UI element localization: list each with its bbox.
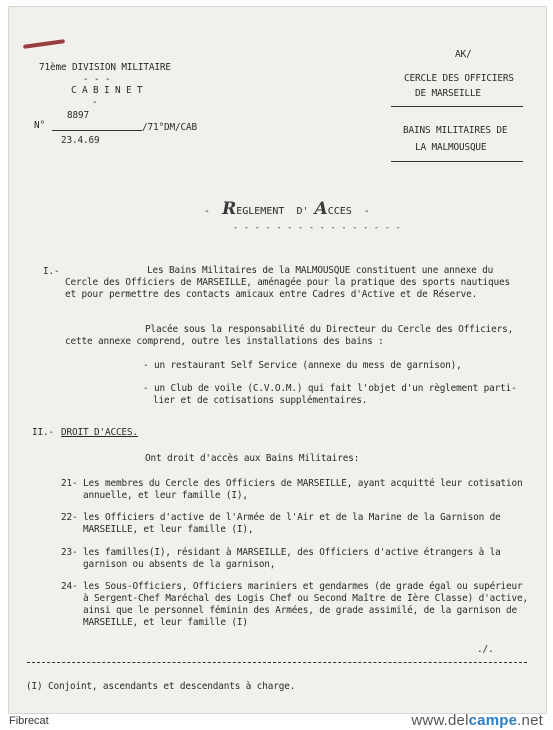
item-23-number: 23- [61,547,78,558]
title-initial-r: R [222,199,237,219]
title-dash-right: - [363,206,370,217]
item-24-number: 24- [61,581,78,592]
document-date: 23.4.69 [61,135,100,146]
item-22-line1: les Officiers d'active de l'Armée de l'Air et de la Marine de la Garnison de [83,512,501,523]
title-initial-a: A [314,199,328,219]
division-separator: - - - [83,74,111,85]
item-21-number: 21- [61,478,78,489]
item-24-line1: les Sous-Officiers, Officiers mariniers et gendarmes (de grade égal ou supérieur [83,581,523,592]
division-label: 71ème DIVISION MILITAIRE [39,62,171,73]
watermark-left: Fibrecat [9,715,49,727]
cercle-line1: CERCLE DES OFFICIERS [404,73,514,84]
section2-intro: Ont droit d'accès aux Bains Militaires: [145,453,360,464]
document-page [8,6,547,714]
section1-p1-line2: Cercle des Officiers de MARSEILLE, aménagée pour la pratique des sports nautiques [65,277,511,288]
number-underline [52,130,142,131]
ak-mark: AK/ [455,49,472,60]
bains-line1: BAINS MILITAIRES DE [403,125,508,136]
number-prefix: N° [34,120,45,131]
item-22-line2: MARSEILLE, et leur famille (I), [83,524,254,535]
item-21-line2: annuelle, et leur famille (I), [83,490,248,501]
section2-heading: DROIT D'ACCES. [61,427,138,438]
item-23-line1: les familles(I), résidant à MARSEILLE, des Officiers d'active étrangers à la [83,547,501,558]
continued-mark: ./. [477,644,494,655]
item-21-line1: Les membres du Cercle des Officiers de MARSEILLE, ayant acquitté leur cotisation [83,478,523,489]
item-24-line2: à Sergent-Chef Maréchal des Logis Chef ou Second Maître de Ière Classe) d'active, [83,593,529,604]
cabinet-label: C A B I N E T [71,85,143,96]
document-reference: /71°DM/CAB [142,122,197,133]
section1-item1: - un restaurant Self Service (annexe du mess de garnison), [143,360,462,371]
watermark-right [411,712,543,729]
section1-number: I.- [43,266,60,277]
cercle-rule [391,106,523,107]
document-number: 8897 [67,110,89,121]
title-word-2: D' [296,206,309,217]
cercle-line2: DE MARSEILLE [415,88,481,99]
footnote: (I) Conjoint, ascendants et descendants à charge. [26,681,296,692]
bains-line2: LA MALMOUSQUE [415,142,487,153]
document-title [204,199,370,219]
item-23-line2: garnison ou absents de la garnison, [83,559,276,570]
red-pen-mark [23,39,65,49]
section1-p1-line3: et pour permettre des contacts amicaux entre Cadres d'Active et de Réserve. [65,289,478,300]
bains-rule [391,161,523,162]
item-22-number: 22- [61,512,78,523]
section1-item2-line1: - un Club de voile (C.V.O.M.) qui fait l'objet d'un règlement parti- [143,383,517,394]
section1-p1-line1: Les Bains Militaires de la MALMOUSQUE constituent une annexe du [147,265,494,276]
watermark-www: www.del [411,712,469,729]
section2-number: II.- [32,427,54,438]
section1-p2-line1: Placée sous la responsabilité du Directeur du Cercle des Officiers, [145,324,514,335]
section1-p2-line2: cette annexe comprend, outre les installations des bains : [65,336,384,347]
watermark-tld: .net [517,712,543,729]
item-24-line4: MARSEILLE, et leur famille (I) [83,617,248,628]
title-dash-left: - [204,206,211,217]
item-24-line3: ainsi que le personnel féminin des Armées, de grade assimilé, de la garnison de [83,605,518,616]
bottom-dashed-rule [27,662,527,663]
title-word-1: EGLEMENT [236,206,285,217]
section1-item2-line2: lier et de cotisations supplémentaires. [153,395,368,406]
title-underline: - - - - - - - - - - - - - - - - [233,223,401,233]
title-word-3: CCES [327,206,352,217]
watermark-accent: campe [468,712,518,729]
cabinet-dash: - [92,97,98,108]
